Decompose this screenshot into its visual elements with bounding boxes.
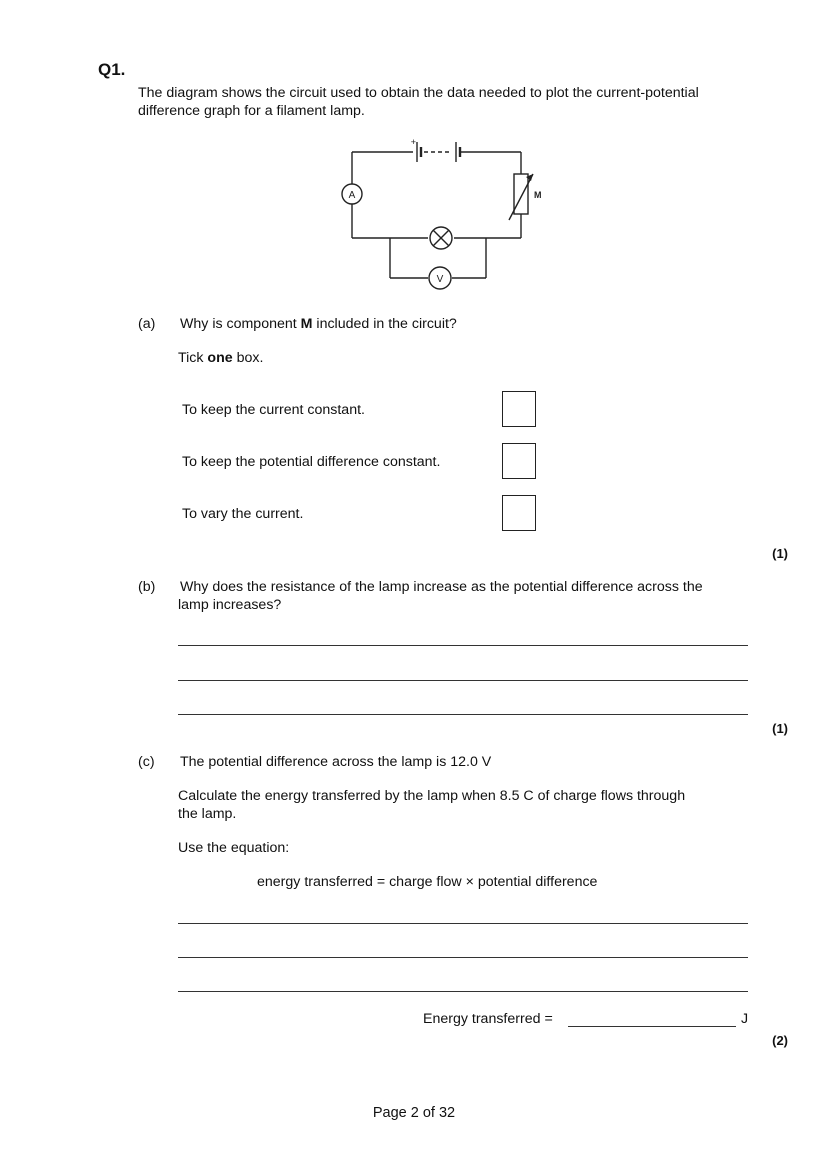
question-number: Q1.: [98, 60, 126, 79]
part-c-task-line-2: the lamp.: [178, 806, 237, 822]
option-2-checkbox[interactable]: [502, 443, 536, 479]
intro-line-1: The diagram shows the circuit used to obtain the data needed to plot the current-potential: [138, 85, 699, 101]
component-m-label: M: [534, 190, 542, 200]
part-c-working-line-1[interactable]: [178, 923, 748, 924]
part-c-marks: (2): [772, 1033, 788, 1048]
part-b-marks: (1): [772, 721, 788, 736]
component-m-bold: M: [300, 316, 313, 332]
part-c-working-line-3[interactable]: [178, 991, 748, 992]
part-b-answer-line-3[interactable]: [178, 714, 748, 715]
option-3-text: To vary the current.: [182, 506, 304, 522]
equation: energy transferred = charge flow × potential difference: [257, 874, 598, 890]
part-a-question: Why is component M included in the circuit?: [180, 316, 457, 332]
page-number: Page 2 of 32: [372, 1105, 456, 1121]
use-equation-label: Use the equation:: [178, 840, 290, 856]
energy-answer-line[interactable]: [568, 1026, 736, 1027]
option-1-text: To keep the current constant.: [182, 402, 365, 418]
part-b-question-line-1: Why does the resistance of the lamp increase as the potential difference across the: [180, 579, 703, 595]
ammeter-label: A: [348, 190, 356, 201]
battery-positive-sign: +: [410, 137, 416, 147]
part-a-label: (a): [138, 316, 156, 332]
option-2-text: To keep the potential difference constant.: [182, 454, 441, 470]
part-c-working-line-2[interactable]: [178, 957, 748, 958]
option-1-checkbox[interactable]: [502, 391, 536, 427]
part-a-instruction: Tick one box.: [178, 350, 264, 366]
voltmeter-label: V: [436, 274, 444, 285]
energy-transferred-label: Energy transferred =: [423, 1011, 553, 1027]
part-b-label: (b): [138, 579, 156, 595]
energy-unit: J: [741, 1011, 749, 1027]
part-b-question-line-2: lamp increases?: [178, 597, 282, 613]
question-intro: [138, 84, 699, 120]
part-c-statement: The potential difference across the lamp is 12.0 V: [180, 754, 492, 770]
intro-line-2: difference graph for a filament lamp.: [138, 103, 365, 119]
part-b-answer-line-2[interactable]: [178, 680, 748, 681]
circuit-diagram: [330, 128, 540, 293]
option-3-checkbox[interactable]: [502, 495, 536, 531]
part-c-label: (c): [138, 754, 155, 770]
part-a-marks: (1): [772, 546, 788, 561]
part-b-answer-line-1[interactable]: [178, 645, 748, 646]
part-c-task-line-1: Calculate the energy transferred by the lamp when 8.5 C of charge flows through: [178, 788, 686, 804]
